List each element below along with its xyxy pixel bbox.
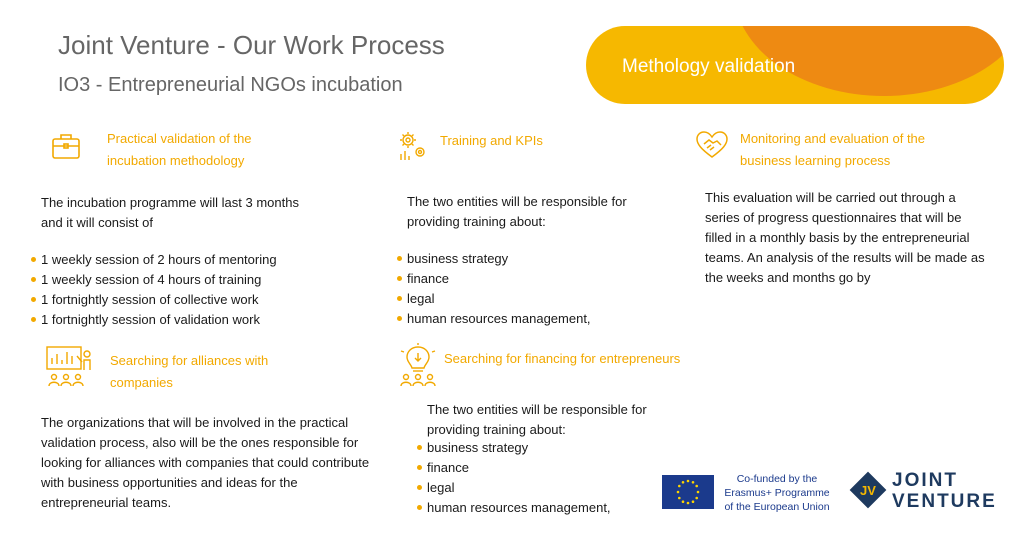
handshake-heart-icon [695,130,729,160]
monitoring-line: teams. An analysis of the results will be made as [705,250,985,265]
monitoring-heading-line2: business learning process [740,153,891,168]
lightbulb-people-icon [398,343,438,389]
monitoring-heading-line1: Monitoring and evaluation of the [740,131,926,146]
practical-heading-line1: Practical validation of the [107,131,252,146]
financing-list [427,438,611,518]
list-item: 1 fortnightly session of collective work [41,290,277,310]
eu-line: Erasmus+ Programme [724,487,830,499]
monitoring-line: the weeks and months go by [705,270,871,285]
training-intro [407,192,627,232]
list-item: human resources management, [427,498,611,518]
monitoring-line: series of progress questionnaires that will be [705,210,962,225]
training-heading: Training and KPIs [440,133,543,148]
joint-venture-wordmark [892,470,997,512]
alliances-line: with business opportunities and ideas for the [41,475,298,490]
eu-flag-icon [662,475,714,509]
alliances-line: The organizations that will be involved in the practical [41,415,349,430]
training-intro-line1: The two entities will be responsible for [407,194,627,209]
practical-intro-line2: and it will consist of [41,215,153,230]
practical-heading-line2: incubation methodology [107,153,245,168]
logo-mark: JV [860,483,876,498]
financing-intro-line2: providing training about: [427,422,566,437]
list-item: 1 fortnightly session of validation work [41,310,277,330]
practical-intro-line1: The incubation programme will last 3 months [41,195,299,210]
gears-chart-icon [398,130,432,162]
list-item: 1 weekly session of 4 hours of training [41,270,277,290]
alliances-heading-line1: Searching for alliances with [110,353,269,368]
joint-venture-logo-icon [848,470,888,510]
pill-label: Methology validation [622,56,796,77]
presentation-icon [44,344,94,390]
monitoring-body [705,188,985,288]
eu-line: of the European Union [724,501,830,513]
list-item: finance [407,269,591,289]
alliances-line: entrepreneurial teams. [41,495,172,510]
eu-funding-text [722,472,832,514]
list-item: business strategy [427,438,611,458]
list-item: legal [427,478,611,498]
training-intro-line2: providing training about: [407,214,546,229]
list-item: finance [427,458,611,478]
financing-intro [427,400,647,440]
monitoring-line: This evaluation will be carried out through a [705,190,956,205]
practical-intro [41,193,299,233]
list-item: 1 weekly session of 2 hours of mentoring [41,250,277,270]
alliances-body [41,413,369,513]
briefcase-icon [50,130,82,162]
alliances-heading [110,350,268,394]
monitoring-line: filled in a monthly basis by the entrepreneurial [705,230,970,245]
wordmark-line2: VENTURE [892,491,997,512]
financing-intro-line1: The two entities will be responsible for [427,402,647,417]
page-title: Joint Venture - Our Work Process [58,30,445,60]
wordmark-line1: JOINT [892,470,958,491]
alliances-line: validation process, also will be the ones responsible for [41,435,359,450]
list-item: legal [407,289,591,309]
monitoring-heading [740,128,925,172]
financing-heading: Searching for financing for entrepreneurs [444,351,681,366]
alliances-heading-line2: companies [110,375,173,390]
practical-heading [107,128,252,172]
alliances-line: looking for alliances with companies that could contribute [41,455,370,470]
page-subtitle: IO3 - Entrepreneurial NGOs incubation [58,74,403,96]
training-list [407,249,591,329]
methodology-pill [586,26,1004,104]
list-item: business strategy [407,249,591,269]
eu-line: Co-funded by the [736,473,818,485]
practical-list [41,250,277,330]
list-item: human resources management, [407,309,591,329]
